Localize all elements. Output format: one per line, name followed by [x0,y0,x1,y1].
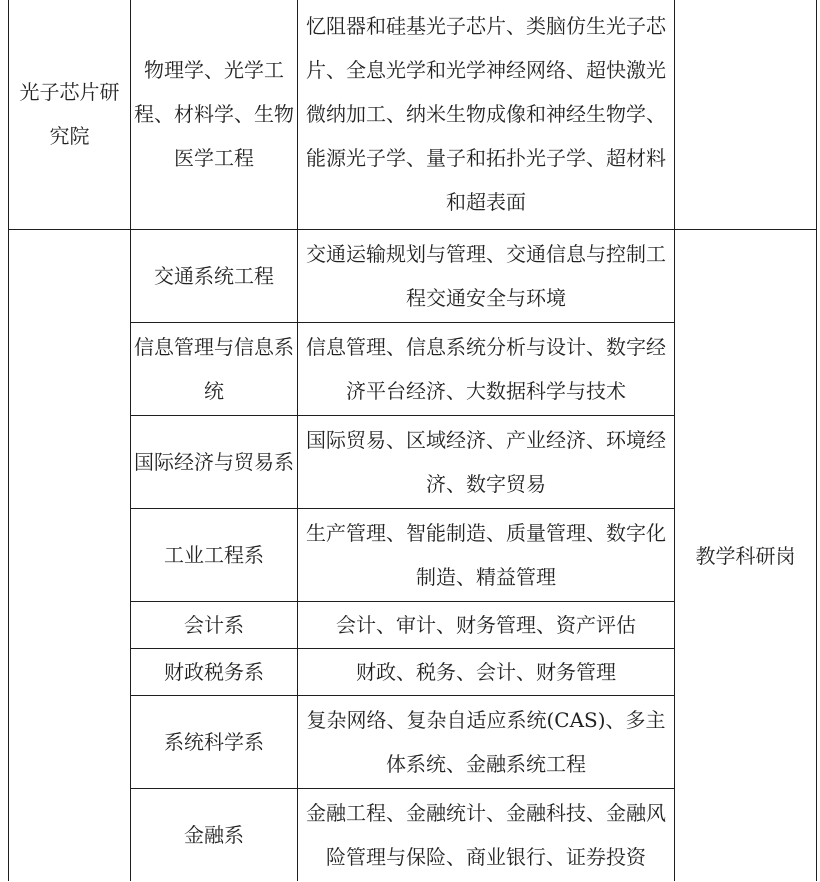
unit-cell [9,230,131,882]
department-cell: 交通系统工程 [131,230,298,323]
department-cell: 会计系 [131,602,298,649]
post-cell: 教学科研岗 [675,230,817,882]
research-field-cell: 金融工程、金融统计、金融科技、金融风险管理与保险、商业银行、证券投资 [298,789,675,882]
recruitment-table [8,0,817,881]
table-row [9,230,817,323]
table-row [9,0,817,230]
department-cell: 系统科学系 [131,696,298,789]
research-field-cell: 财政、税务、会计、财务管理 [298,649,675,696]
department-cell: 国际经济与贸易系 [131,416,298,509]
post-cell [675,0,817,230]
department-cell: 工业工程系 [131,509,298,602]
department-cell: 金融系 [131,789,298,882]
research-field-cell: 忆阻器和硅基光子芯片、类脑仿生光子芯片、全息光学和光学神经网络、超快激光微纳加工、纳米生物成像和神经生物学、能源光子学、量子和拓扑光子学、超材料和超表面 [298,0,675,230]
department-cell: 财政税务系 [131,649,298,696]
department-cell: 物理学、光学工程、材料学、生物医学工程 [131,0,298,230]
unit-cell: 光子芯片研究院 [9,0,131,230]
research-field-cell: 会计、审计、财务管理、资产评估 [298,602,675,649]
research-field-cell: 复杂网络、复杂自适应系统(CAS)、多主体系统、金融系统工程 [298,696,675,789]
department-cell: 信息管理与信息系统 [131,323,298,416]
research-field-cell: 生产管理、智能制造、质量管理、数字化制造、精益管理 [298,509,675,602]
research-field-cell: 信息管理、信息系统分析与设计、数字经济平台经济、大数据科学与技术 [298,323,675,416]
research-field-cell: 国际贸易、区域经济、产业经济、环境经济、数字贸易 [298,416,675,509]
research-field-cell: 交通运输规划与管理、交通信息与控制工程交通安全与环境 [298,230,675,323]
